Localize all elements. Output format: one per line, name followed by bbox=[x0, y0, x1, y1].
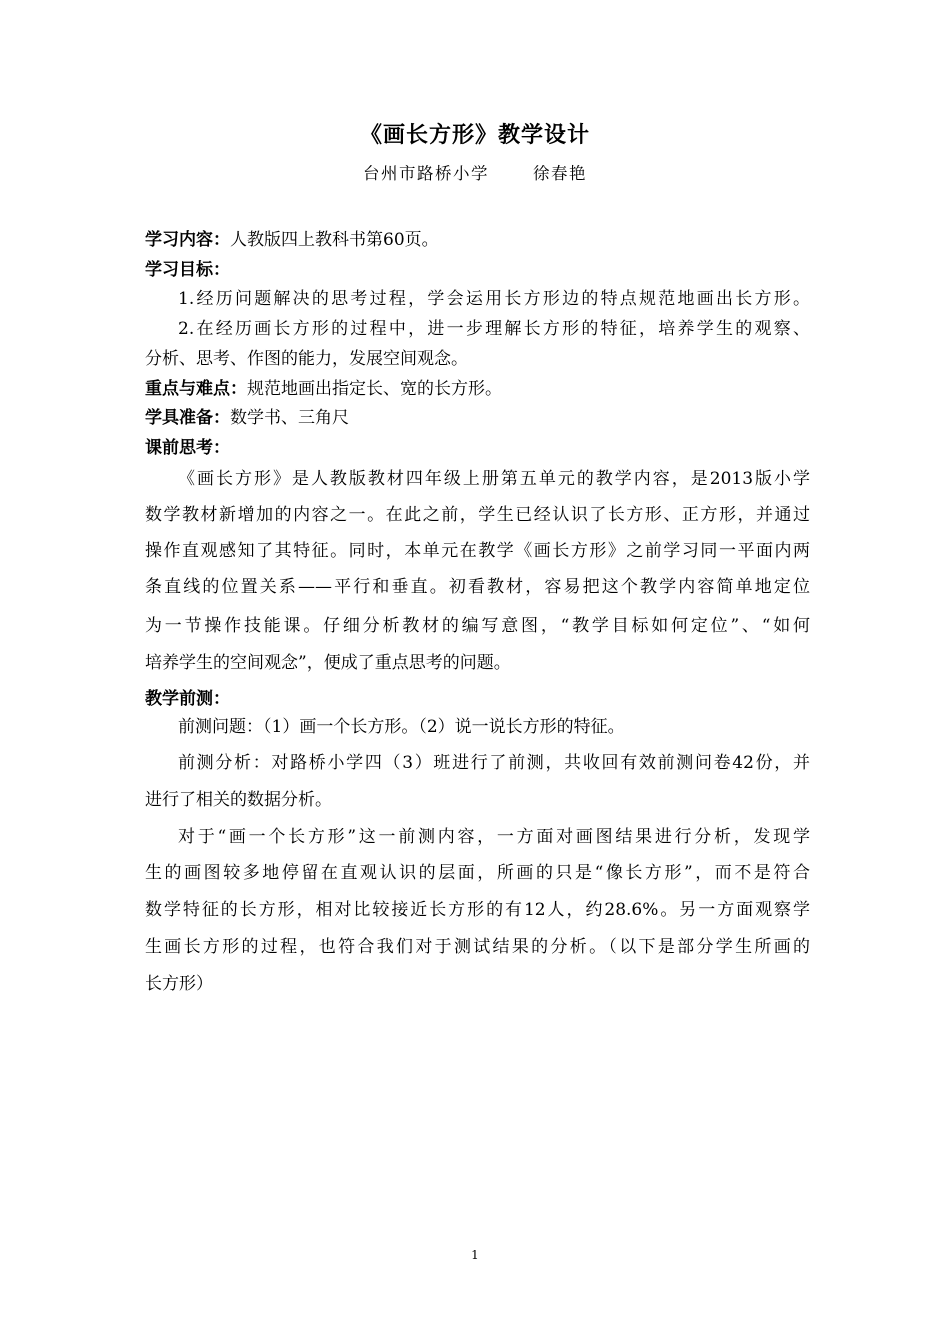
pretest-paragraph-line: 对于“画一个长方形”这一前测内容，一方面对画图结果进行分析，发现学 bbox=[178, 827, 810, 847]
reflection-line: 操作直观感知了其特征。同时，本单元在教学《画长方形》之前学习同一平面内两 bbox=[145, 541, 810, 561]
objective-line: 1.经历问题解决的思考过程，学会运用长方形边的特点规范地画出长方形。 bbox=[178, 289, 810, 309]
pretest-label: 教学前测： bbox=[145, 689, 230, 709]
tools-line bbox=[145, 406, 810, 430]
objective-line: 分析、思考、作图的能力，发展空间观念。 bbox=[145, 349, 468, 369]
reflection-label-line bbox=[145, 436, 810, 460]
page-number: 1 bbox=[471, 1248, 479, 1262]
author-line bbox=[0, 160, 950, 184]
school-name: 台州市路桥小学 bbox=[363, 164, 489, 183]
objectives-label-line bbox=[145, 258, 810, 282]
content-text: 人教版四上教科书第60页。 bbox=[230, 230, 439, 250]
tools-text: 数学书、三角尺 bbox=[230, 408, 349, 428]
pretest-analysis-line: 进行了相关的数据分析。 bbox=[145, 790, 332, 810]
pretest-label-line bbox=[145, 687, 810, 711]
key-points-label: 重点与难点： bbox=[145, 379, 247, 399]
reflection-label: 课前思考： bbox=[145, 438, 230, 458]
reflection-line: 《画长方形》是人教版教材四年级上册第五单元的教学内容，是2013版小学 bbox=[178, 469, 810, 489]
pretest-paragraph-line: 数学特征的长方形，相对比较接近长方形的有12人，约28.6%。另一方面观察学 bbox=[145, 900, 810, 920]
key-points-text: 规范地画出指定长、宽的长方形。 bbox=[247, 379, 502, 399]
pretest-paragraph-line: 生画长方形的过程，也符合我们对于测试结果的分析。（以下是部分学生所画的 bbox=[145, 937, 810, 957]
reflection-line: 条直线的位置关系——平行和垂直。初看教材，容易把这个教学内容简单地定位 bbox=[145, 577, 810, 597]
author-name: 徐春艳 bbox=[533, 164, 587, 183]
tools-label: 学具准备： bbox=[145, 408, 230, 428]
objectives-label: 学习目标： bbox=[145, 260, 230, 280]
objective-line: 2.在经历画长方形的过程中，进一步理解长方形的特征，培养学生的观察、 bbox=[178, 319, 810, 339]
reflection-line: 为一节操作技能课。仔细分析教材的编写意图，“教学目标如何定位”、“如何 bbox=[145, 616, 810, 636]
reflection-line: 培养学生的空间观念”，便成了重点思考的问题。 bbox=[145, 653, 511, 673]
pretest-question: 前测问题：（1）画一个长方形。（2）说一说长方形的特征。 bbox=[178, 717, 625, 737]
pretest-paragraph-line: 长方形） bbox=[145, 974, 213, 994]
content-label: 学习内容： bbox=[145, 230, 230, 250]
content-line bbox=[145, 228, 810, 252]
reflection-line: 数学教材新增加的内容之一。在此之前，学生已经认识了长方形、正方形，并通过 bbox=[145, 505, 810, 525]
key-points-line bbox=[145, 377, 810, 401]
pretest-paragraph-line: 生的画图较多地停留在直观认识的层面，所画的只是“像长方形”，而不是符合 bbox=[145, 863, 810, 883]
pretest-analysis-line: 前测分析：对路桥小学四（3）班进行了前测，共收回有效前测问卷42份，并 bbox=[178, 753, 810, 773]
document-title: 《画长方形》教学设计 bbox=[359, 123, 590, 148]
